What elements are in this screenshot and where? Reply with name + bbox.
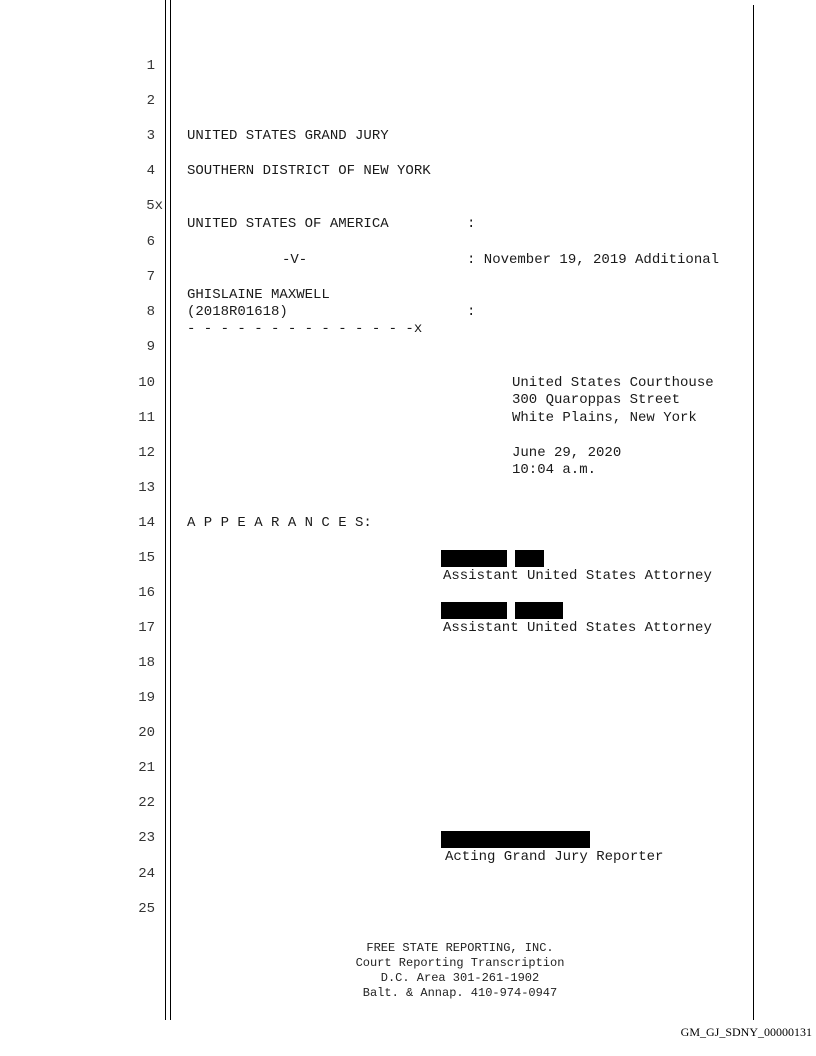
- line-number: 22: [138, 795, 155, 811]
- line-number: 24: [138, 866, 155, 882]
- line-number: 13: [138, 480, 155, 496]
- line-number: 10: [138, 375, 155, 391]
- hearing-time: 10:04 a.m.: [512, 462, 597, 478]
- line-number: 9: [146, 339, 155, 355]
- line-number: 23: [138, 830, 155, 846]
- line-number: 12: [138, 445, 155, 461]
- reporting-company-footer: [300, 941, 620, 1001]
- line-number: 21: [138, 760, 155, 776]
- redaction-block: [441, 602, 507, 619]
- line-number: 25: [138, 901, 155, 917]
- redaction-block: [441, 831, 590, 848]
- line-number: 6: [146, 234, 155, 250]
- left-margin-rule-inner: [170, 0, 171, 1020]
- courthouse-city: White Plains, New York: [512, 410, 697, 426]
- bates-number: GM_GJ_SDNY_00000131: [680, 1025, 812, 1039]
- footer-dc-phone: D.C. Area 301-261-1902: [380, 971, 540, 985]
- footer-company: FREE STATE REPORTING, INC.: [366, 941, 554, 955]
- court-heading: UNITED STATES GRAND JURY: [187, 128, 389, 144]
- line-number: 19: [138, 690, 155, 706]
- versus-marker: -V-: [282, 252, 308, 268]
- left-margin-rule-outer: [165, 0, 166, 1020]
- redaction-block: [441, 550, 507, 567]
- line-number: 2: [146, 93, 155, 109]
- courthouse-street: 300 Quaroppas Street: [512, 392, 681, 408]
- line-number: 18: [138, 655, 155, 671]
- district-heading: SOUTHERN DISTRICT OF NEW YORK: [187, 163, 431, 179]
- line-number: 4: [146, 163, 155, 179]
- proceeding-date-note: : November 19, 2019 Additional: [467, 252, 720, 268]
- caption-colon: :: [467, 304, 476, 320]
- line-number: 1: [146, 58, 155, 74]
- footer-service: Court Reporting Transcription: [355, 956, 565, 970]
- footer-balt-phone: Balt. & Annap. 410-974-0947: [362, 986, 558, 1000]
- line-number: 7: [146, 269, 155, 285]
- hearing-date: June 29, 2020: [512, 445, 622, 461]
- courthouse-name: United States Courthouse: [512, 375, 714, 391]
- appearances-heading: A P P E A R A N C E S:: [187, 515, 372, 531]
- line-number: 14: [138, 515, 155, 531]
- redaction-block: [515, 602, 563, 619]
- line-number: 5x: [146, 198, 163, 214]
- defendant-name: GHISLAINE MAXWELL: [187, 287, 330, 303]
- line-number: 15: [138, 550, 155, 566]
- attorney-title: Assistant United States Attorney: [443, 568, 712, 584]
- line-number: 17: [138, 620, 155, 636]
- plaintiff-name: UNITED STATES OF AMERICA: [187, 216, 389, 232]
- caption-colon: :: [467, 216, 476, 232]
- reporter-title: Acting Grand Jury Reporter: [445, 849, 664, 865]
- line-number: 11: [138, 410, 155, 426]
- line-number: 8: [146, 304, 155, 320]
- caption-divider: - - - - - - - - - - - - - -x: [187, 321, 423, 337]
- case-number: (2018R01618): [187, 304, 288, 320]
- right-margin-rule: [753, 5, 754, 1020]
- line-number: 3: [146, 128, 155, 144]
- redaction-block: [515, 550, 544, 567]
- attorney-title: Assistant United States Attorney: [443, 620, 712, 636]
- line-number: 16: [138, 585, 155, 601]
- line-number: 20: [138, 725, 155, 741]
